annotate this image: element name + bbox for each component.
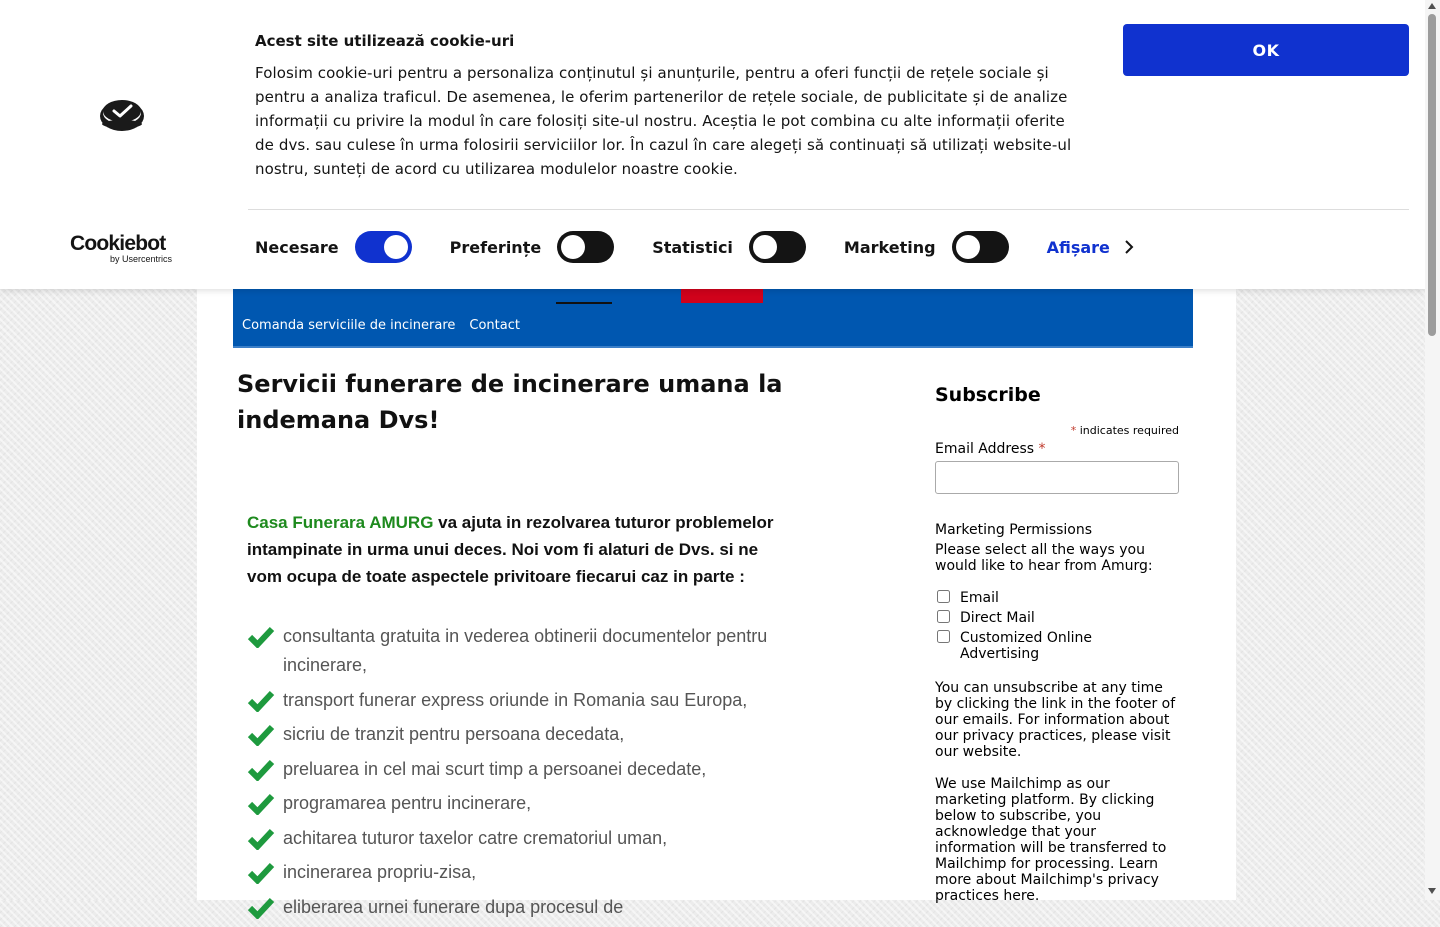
service-item-text: consultanta gratuita in vederea obtinerii documentelor pentru incinerare, [283, 626, 768, 675]
toggle-statistics[interactable] [749, 231, 806, 263]
direct-mail-checkbox[interactable] [937, 610, 950, 623]
service-item [247, 720, 807, 749]
toggle-necessary[interactable] [355, 231, 412, 263]
service-item [247, 824, 807, 853]
page-scrollbar[interactable] [1425, 0, 1440, 900]
toggle-label-marketing: Marketing [843, 237, 936, 257]
service-item-text: programarea pentru incinerare, [283, 793, 532, 813]
services-list [247, 622, 807, 927]
toggle-group-preferences [450, 231, 615, 263]
toggle-knob [956, 235, 980, 259]
service-item [247, 622, 807, 680]
marketing-permissions-desc: Please select all the ways you would like to hear from Amurg: [935, 542, 1153, 574]
checkmark-icon [247, 690, 275, 712]
toggle-knob [753, 235, 777, 259]
toggle-knob [384, 235, 408, 259]
toggle-knob [561, 235, 585, 259]
email-field[interactable] [935, 461, 1179, 494]
service-item [247, 893, 807, 922]
cookiebot-logo-word: Cookiebot [70, 232, 166, 255]
email-label-text: Email Address [935, 441, 1035, 457]
service-item [247, 686, 807, 715]
checkmark-icon [247, 759, 275, 781]
option-online-advertising [935, 630, 1185, 662]
required-note-text: indicates required [1079, 424, 1179, 437]
checkmark-icon [247, 626, 275, 648]
option-direct-mail [935, 610, 1185, 626]
nav-link-order-cremation[interactable]: Comanda serviciile de incinerare [242, 318, 456, 333]
page-title: Servicii funerare de incinerare umana la indemana Dvs! [237, 370, 783, 434]
ok-button[interactable]: OK [1123, 24, 1409, 76]
service-item-text: transport funerar express oriunde in Romania sau Europa, [283, 689, 748, 710]
required-asterisk: * [1070, 424, 1077, 437]
service-item-text: sicriu de tranzit pentru persoana decedata, [283, 724, 625, 744]
toggle-group-marketing [844, 231, 1009, 263]
toggle-label-preferences: Preferințe [449, 237, 542, 257]
option-online-advertising-label: Customized Online Advertising [960, 630, 1092, 662]
service-item [247, 858, 807, 887]
intro-paragraph [247, 509, 787, 590]
toggle-group-statistics [652, 231, 806, 263]
cookie-banner [0, 0, 1425, 289]
checkmark-icon [247, 828, 275, 850]
show-details-link[interactable] [1047, 238, 1134, 257]
cookiebot-logo-sub: by Usercentrics [109, 254, 172, 264]
brand-name: Casa Funerara AMURG [247, 513, 434, 532]
service-item-text: achitarea tuturor taxelor catre crematoriul uman, [283, 827, 668, 848]
cookie-banner-divider [248, 209, 1409, 210]
nav-links [242, 318, 520, 333]
service-item-text: incinerarea propriu-zisa, [283, 862, 477, 882]
toggle-marketing[interactable] [952, 231, 1009, 263]
scroll-up-arrow-icon[interactable] [1428, 3, 1436, 9]
toggle-group-necessary [255, 231, 412, 263]
email-required-asterisk: * [1038, 441, 1046, 457]
toggle-label-statistics: Statistici [652, 237, 733, 257]
option-email-label: Email [960, 590, 999, 606]
service-item [247, 755, 807, 784]
toggle-label-necessary: Necesare [255, 237, 339, 257]
checkmark-icon [247, 793, 275, 815]
nav-highlight-item[interactable] [681, 288, 763, 303]
show-details-label: Afișare [1046, 237, 1110, 257]
cookie-toggles [255, 231, 1134, 263]
main-navbar [233, 288, 1193, 348]
cookiebot-logo [70, 233, 174, 264]
service-item-text: preluarea in cel mai scurt timp a persoanei decedate, [283, 758, 707, 779]
nav-active-indicator [556, 302, 612, 304]
chevron-right-icon [1124, 240, 1134, 254]
required-note [935, 424, 1179, 437]
checkmark-icon [247, 724, 275, 746]
email-checkbox[interactable] [937, 590, 950, 603]
scroll-down-arrow-icon[interactable] [1428, 888, 1436, 894]
marketing-permissions-title: Marketing Permissions [935, 522, 1093, 538]
email-label [935, 441, 1185, 457]
scrollbar-thumb[interactable] [1428, 14, 1436, 336]
toggle-preferences[interactable] [557, 231, 614, 263]
cookie-banner-title: Acest site utilizează cookie-uri [255, 32, 515, 50]
option-direct-mail-label: Direct Mail [960, 610, 1035, 626]
subscribe-form [935, 384, 1185, 904]
intro-text: va ajuta in rezolvarea tuturor problemelor intampinate in urma unui deces. Noi vom fi alaturi de Dvs. si ne vom ocupa de toate aspectele privitoare fiecarui caz in parte : [247, 513, 774, 586]
unsubscribe-text: You can unsubscribe at any time by clicking the link in the footer of our emails. For information about our privacy practices, please visit our website. [935, 680, 1176, 760]
option-email [935, 590, 1185, 606]
cookie-banner-text: Folosim cookie-uri pentru a personaliza conținutul și anunțurile, pentru a oferi funcții de rețele sociale și pentru a analiza traficul. De asemenea, le oferim partenerilor de rețele sociale, de publicitate și de analize informații cu privire la modul în care folosiți site-ul nostru. Aceștia le pot combina cu alte informații oferite de dvs. sau culese în urma folosirii serviciilor lor. În cazul în care alegeți să continuați să utilizați website-ul nostru, sunteți de acord cu utilizarea modulelor noastre cookie. [255, 64, 1072, 178]
mailchimp-text: We use Mailchimp as our marketing platform. By clicking below to subscribe, you acknowledge that your information will be transferred to Mailchimp for processing. Learn more about Mailchimp's privacy practices here. [935, 776, 1167, 904]
subscribe-title: Subscribe [935, 384, 1041, 406]
nav-link-contact[interactable]: Contact [469, 318, 520, 333]
service-item-text: eliberarea urnei funerare dupa procesul de [283, 896, 624, 917]
service-item [247, 789, 807, 818]
checkmark-icon [247, 862, 275, 884]
cookie-consent-icon [98, 96, 146, 134]
online-advertising-checkbox[interactable] [937, 630, 950, 643]
